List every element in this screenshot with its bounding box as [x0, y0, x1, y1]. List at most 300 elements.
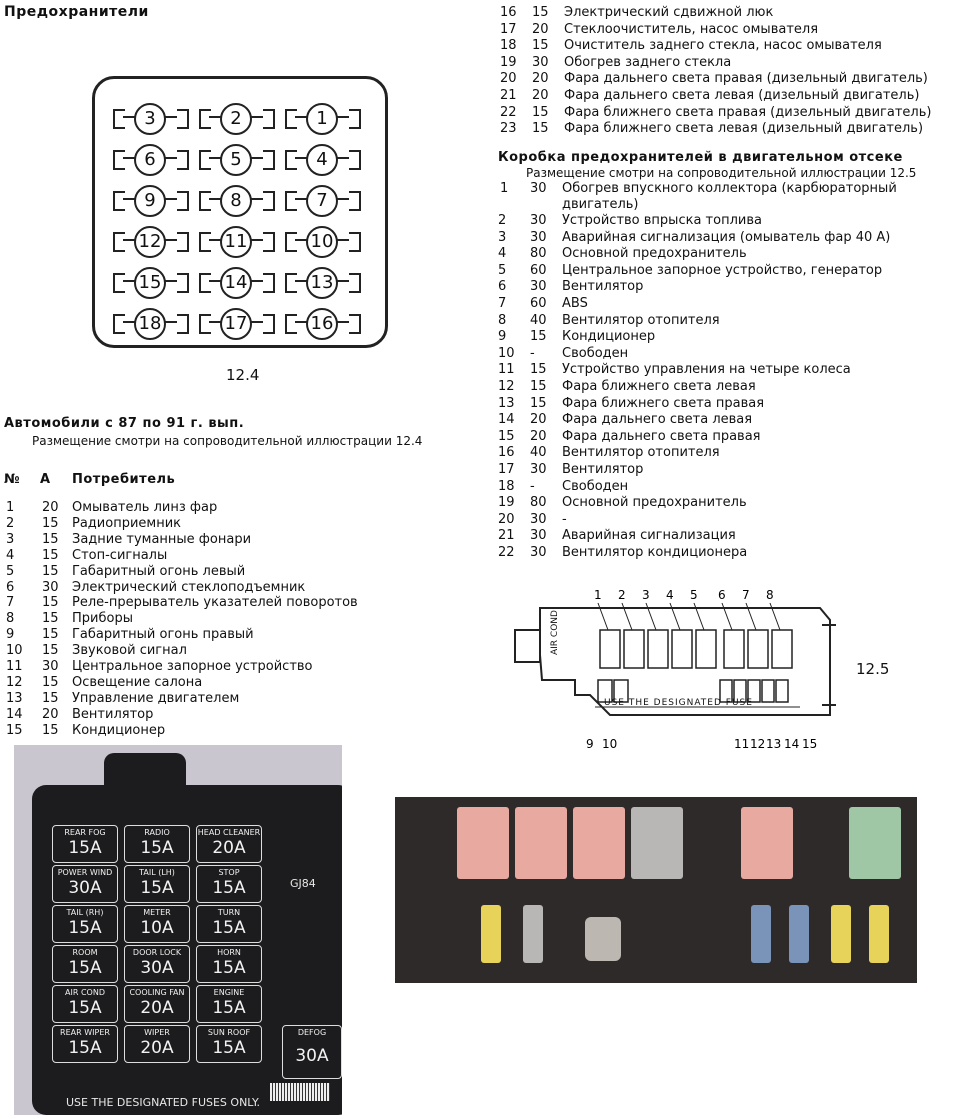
mini-fuse [869, 905, 889, 963]
fuse-consumer: Стеклоочиститель, насос омывателя [564, 21, 819, 37]
fuse-lead [250, 280, 263, 282]
fuse-amperage: 30 [530, 511, 547, 527]
maxi-fuse [573, 807, 625, 879]
diagram-fuse-number: 13 [766, 737, 782, 751]
fuse-amperage: 20 [532, 21, 549, 37]
fuse-amperage: 15 [532, 5, 549, 20]
lid-fuse-amp: 20A [212, 838, 246, 858]
fuse-number: 1 [6, 500, 15, 515]
fuse-number-circle: 6 [134, 144, 166, 176]
lid-fuse-label [124, 1025, 190, 1063]
fuse-lead [164, 280, 177, 282]
fuse-bracket-left [285, 150, 297, 170]
fuse-amperage: 15 [530, 379, 547, 394]
fuse-bracket-left [285, 314, 297, 334]
fuse-number: 17 [500, 21, 517, 37]
maxi-fuse [515, 807, 567, 879]
fuse-consumer: Управление двигателем [72, 690, 240, 706]
fuse-number-circle: 4 [306, 144, 338, 176]
lid-fuse-label [52, 905, 118, 943]
fuse-consumer: Фара дальнего света правая [562, 428, 761, 444]
fuse-slot [111, 267, 191, 297]
lid-fuse-label [196, 825, 262, 863]
lid-bottom-notice: USE THE DESIGNATED FUSES ONLY. [66, 1096, 260, 1109]
fuse-consumer: Реле-прерыватель указателей поворотов [72, 595, 358, 611]
fuse-amperage: 15 [530, 362, 547, 378]
fuse-lid-photo [14, 745, 342, 1115]
fuse-number-circle: 13 [306, 267, 338, 299]
lid-fuse-name: SUN ROOF [207, 1028, 251, 1037]
fuse-number: 15 [6, 722, 23, 738]
fuse-bracket-left [199, 150, 211, 170]
diagram-fuse-number: 14 [784, 737, 800, 751]
fuse-slot [283, 308, 363, 338]
fuse-number: 20 [498, 511, 515, 527]
lid-fuse-amp: 15A [140, 838, 174, 858]
fuse-amperage: 40 [530, 445, 547, 461]
lid-fuse-label [52, 825, 118, 863]
fuse-consumer: Вентилятор [562, 462, 644, 477]
diagram-fuse [724, 630, 744, 668]
lid-fuse-name: DEFOG [297, 1028, 327, 1037]
fuse-bracket-right [177, 314, 189, 334]
fuse-number: 16 [500, 5, 517, 20]
fuse-number: 5 [498, 262, 507, 278]
fuse-amperage: 40 [530, 312, 547, 328]
fuse-bracket-right [349, 232, 361, 252]
fuse-consumer: - [562, 511, 567, 527]
fuse-number: 10 [498, 345, 515, 361]
fuse-amperage: 30 [530, 462, 547, 477]
fuse-amperage: 80 [530, 246, 547, 262]
fuse-bracket-right [263, 150, 275, 170]
lid-fuse-name: ENGINE [213, 988, 245, 997]
fuse-amperage: 20 [532, 71, 549, 87]
fuse-consumer-continuation: двигатель) [562, 197, 639, 212]
fuse-slot [111, 308, 191, 338]
fuse-bracket-right [263, 109, 275, 129]
lid-fuse-amp: 15A [68, 918, 102, 938]
fuse-bracket-right [177, 150, 189, 170]
diagram-fuse-number: 7 [742, 588, 750, 602]
engine-box-subtitle: Размещение смотри на сопроводительной иллюстрации 12.5 [526, 166, 917, 180]
fuse-consumer: Обогрев впускного коллектора (карбюраторный [562, 181, 897, 196]
fuse-number: 3 [498, 229, 507, 245]
fuse-consumer: ABS [562, 296, 588, 311]
fuse-bracket-left [285, 273, 297, 293]
fuse-amperage: 15 [532, 38, 549, 54]
fuse-consumer: Радиоприемник [72, 515, 182, 531]
fuse-number: 10 [6, 643, 23, 659]
lid-fuse-amp: 20A [140, 998, 174, 1018]
diagram-fuse [600, 630, 620, 668]
fuse-number: 22 [498, 545, 515, 560]
fuse-amperage: 20 [42, 706, 59, 722]
fuse-consumer: Фара дальнего света левая [562, 412, 753, 428]
lid-fuse-name: STOP [218, 868, 240, 877]
fuse-amperage: 30 [42, 659, 59, 674]
cars-section-title: Автомобили с 87 по 91 г. вып. [4, 416, 245, 431]
fuse-amperage: 30 [42, 579, 59, 595]
fuse-lead [336, 280, 349, 282]
diagram-fuse-number: 12 [750, 737, 766, 751]
fuse-bracket-right [349, 273, 361, 293]
lid-fuse-amp: 15A [68, 1038, 102, 1058]
fuse-amperage: 15 [42, 515, 59, 531]
fuse-consumer: Вентилятор отопителя [562, 312, 720, 328]
fuse-number-circle: 11 [220, 226, 252, 258]
fuse-lead [336, 157, 349, 159]
fuse-number-circle: 10 [306, 226, 338, 258]
fuse-consumer: Устройство управления на четыре колеса [562, 362, 851, 378]
fuse-number-circle: 12 [134, 226, 166, 258]
mini-fuse [523, 905, 543, 963]
fuse-consumer: Приборы [72, 611, 133, 627]
fuse-number: 13 [6, 690, 23, 706]
fuse-number: 13 [498, 395, 515, 411]
fuse-amperage: 15 [42, 563, 59, 579]
engine-box-title: Коробка предохранителей в двигательном отсеке [498, 150, 903, 165]
lid-fuse-amp: 15A [68, 998, 102, 1018]
diagram-fuse-number: 1 [594, 588, 602, 602]
fuse-number: 12 [6, 674, 23, 690]
fuse-lead [336, 239, 349, 241]
diagram-fuse-number: 8 [766, 588, 774, 602]
fuse-consumer: Фара ближнего света левая [562, 379, 756, 394]
fuse-bracket-right [349, 191, 361, 211]
diagram-fuse [772, 630, 792, 668]
lid-fuse-label [52, 985, 118, 1023]
fuse-bracket-left [199, 273, 211, 293]
fuse-bracket-right [349, 314, 361, 334]
fuse-amperage: 20 [42, 500, 59, 515]
lid-fuse-label [124, 905, 190, 943]
fuse-bracket-left [113, 273, 125, 293]
fuse-number: 8 [498, 312, 507, 328]
lid-fuse-defog [282, 1025, 342, 1079]
fuse-bracket-right [177, 109, 189, 129]
fuse-lid [32, 785, 342, 1115]
fuse-bracket-left [199, 109, 211, 129]
diagram-fuse [672, 630, 692, 668]
fuse-bracket-left [285, 232, 297, 252]
fuse-lead [164, 321, 177, 323]
fuse-consumer: Обогрев заднего стекла [564, 54, 732, 70]
fuse-amperage: 15 [42, 643, 59, 659]
fuse-number-circle: 16 [306, 308, 338, 340]
lid-fuse-name: REAR FOG [64, 828, 106, 837]
lid-fuse-amp: 15A [68, 958, 102, 978]
lid-fuse-name: HEAD CLEANER [197, 828, 261, 837]
fuse-number: 11 [498, 362, 515, 378]
lid-fuse-amp: 15A [212, 918, 246, 938]
lid-fuse-label [124, 985, 190, 1023]
fuse-number: 14 [498, 412, 515, 428]
fuse-consumer: Вентилятор кондиционера [562, 545, 748, 560]
fuse-amperage: 20 [530, 412, 547, 428]
fuses-section-title: Предохранители [4, 4, 149, 20]
fuse-number-circle: 3 [134, 103, 166, 135]
diagram-fuse [776, 680, 788, 702]
fuse-consumer: Вентилятор [72, 706, 154, 722]
fuse-number: 12 [498, 379, 515, 394]
fuse-consumer: Вентилятор [562, 279, 644, 295]
fuse-number: 6 [498, 279, 507, 295]
lid-fuse-name: HORN [217, 948, 241, 957]
fuse-number: 20 [500, 71, 517, 87]
fuse-number: 23 [500, 121, 517, 137]
lid-fuse-name: METER [143, 908, 171, 917]
fuse-consumer: Аварийная сигнализация (омыватель фар 40 А) [562, 229, 891, 245]
fuse-number: 3 [6, 531, 15, 547]
diagram-fuse-number: 5 [690, 588, 698, 602]
fuse-consumer: Свободен [562, 345, 629, 361]
fuse-consumer: Аварийная сигнализация [562, 528, 736, 544]
fuse-number-circle: 8 [220, 185, 252, 217]
fuse-bracket-left [199, 314, 211, 334]
diagram-fuse-number: 4 [666, 588, 674, 602]
fuse-consumer: Центральное запорное устройство, генератор [562, 262, 883, 278]
fuse-consumer: Кондиционер [562, 329, 656, 345]
fuse-consumer: Стоп-сигналы [72, 547, 168, 563]
fuse-number: 2 [498, 213, 507, 228]
fuse-bracket-left [113, 314, 125, 334]
fuse-number: 19 [500, 54, 517, 70]
lid-fuse-amp: 15A [140, 878, 174, 898]
fuse-slot [197, 267, 277, 297]
lid-fuse-label [52, 865, 118, 903]
fuse-bracket-right [349, 150, 361, 170]
fuse-bracket-right [263, 314, 275, 334]
fuse-lead [164, 116, 177, 118]
fuse-number-circle: 18 [134, 308, 166, 340]
maxi-fuse [631, 807, 683, 879]
fuse-number-circle: 2 [220, 103, 252, 135]
fuse-amperage: 15 [42, 531, 59, 547]
fuse-number: 2 [6, 515, 15, 531]
diagram-fuse-number: 11 [734, 737, 750, 751]
fuse-lead [250, 157, 263, 159]
fuse-amperage: 15 [42, 722, 59, 738]
fuse-consumer: Основной предохранитель [562, 246, 747, 262]
fuse-consumer: Омыватель линз фар [72, 500, 218, 515]
fuse-bracket-right [177, 232, 189, 252]
lid-fuse-name: WIPER [144, 1028, 170, 1037]
fuse-amperage: 20 [532, 88, 549, 103]
fuse-consumer: Звуковой сигнал [72, 643, 187, 659]
fuse-consumer: Устройство впрыска топлива [562, 213, 762, 228]
fuse-bracket-left [285, 109, 297, 129]
fuse-box-diagram-12-5 [500, 585, 840, 755]
fuse-slot [197, 226, 277, 256]
fuse-number: 22 [500, 104, 517, 120]
diagram-fuse-number: 10 [602, 737, 618, 751]
maxi-fuse [849, 807, 901, 879]
mini-fuse [789, 905, 809, 963]
maxi-fuse [741, 807, 793, 879]
fuse-lead [164, 157, 177, 159]
fuse-bracket-right [177, 191, 189, 211]
fuse-consumer: Вентилятор отопителя [562, 445, 720, 461]
mini-fuse [751, 905, 771, 963]
fuse-consumer: Кондиционер [72, 722, 166, 738]
lid-fuse-name: TAIL (RH) [66, 908, 104, 917]
fuse-number: 1 [500, 181, 509, 196]
fuse-number: 5 [6, 563, 15, 579]
diagram-fuse [762, 680, 774, 702]
fuse-amperage: 15 [530, 395, 547, 411]
fuse-number: 21 [498, 528, 515, 544]
fuse-bracket-left [113, 232, 125, 252]
lid-fuse-name: AIR COND [65, 988, 105, 997]
bolt-terminal [585, 917, 621, 961]
diagram-fuse-number: 6 [718, 588, 726, 602]
fuse-number: 18 [500, 38, 517, 54]
lid-fuse-name: TURN [217, 908, 241, 917]
fuse-bracket-left [285, 191, 297, 211]
fuse-slot [283, 144, 363, 174]
lid-fuse-label [196, 865, 262, 903]
fuse-lead [336, 198, 349, 200]
lid-fuse-name: POWER WIND [57, 868, 113, 877]
fuse-lead [250, 116, 263, 118]
fuse-number-circle: 9 [134, 185, 166, 217]
fuse-number: 7 [6, 595, 15, 611]
lid-fuse-label [52, 945, 118, 983]
fuse-consumer: Основной предохранитель [562, 495, 747, 511]
fuse-consumer: Фара ближнего света правая (дизельный двигатель) [564, 104, 932, 120]
fuse-amperage: 15 [42, 547, 59, 563]
lid-fuse-name: RADIO [144, 828, 170, 837]
fuse-number: 4 [6, 547, 15, 563]
lid-code-label: GJ84 [290, 877, 316, 890]
fuse-number: 8 [6, 611, 15, 627]
fuse-consumer: Габаритный огонь правый [72, 627, 254, 643]
lid-fuse-label [196, 905, 262, 943]
lid-fuse-amp: 30A [140, 958, 174, 978]
fuse-number-circle: 1 [306, 103, 338, 135]
lid-fuse-label [124, 865, 190, 903]
cars-section-subtitle: Размещение смотри на сопроводительной иллюстрации 12.4 [32, 434, 423, 448]
fuse-slot [197, 185, 277, 215]
fuse-slot [197, 103, 277, 133]
fuse-amperage: 30 [532, 54, 549, 70]
fuse-consumer: Освещение салона [72, 674, 203, 690]
designated-fuse-strip-text: USE THE DESIGNATED FUSE [604, 698, 753, 708]
lid-fuse-name: COOLING FAN [129, 988, 185, 997]
fuse-number-circle: 7 [306, 185, 338, 217]
fuse-slot [197, 144, 277, 174]
fuse-lead [250, 321, 263, 323]
fuse-bracket-right [263, 191, 275, 211]
fuse-amperage: 80 [530, 495, 547, 511]
lid-fuse-name: REAR WIPER [60, 1028, 110, 1037]
diagram-fuse-number: 3 [642, 588, 650, 602]
table-row [500, 181, 958, 197]
fuse-number: 15 [498, 428, 515, 444]
fuse-consumer: Фара ближнего света правая [562, 395, 765, 411]
engine-bay-fuses-photo [395, 797, 917, 983]
lid-fuse-amp: 15A [212, 958, 246, 978]
fuse-number: 6 [6, 579, 15, 595]
fuse-slot [111, 185, 191, 215]
fuse-consumer: Габаритный огонь левый [72, 563, 246, 579]
air-cond-side-label: AIR COND [550, 610, 560, 655]
fuse-number-circle: 5 [220, 144, 252, 176]
fuse-number: 16 [498, 445, 515, 461]
fuse-consumer: Очиститель заднего стекла, насос омывателя [564, 38, 882, 54]
lid-fuse-name: ROOM [72, 948, 98, 957]
figure-label-12-4: 12.4 [226, 366, 260, 384]
fuse-slot [111, 103, 191, 133]
lid-fuse-amp: 15A [68, 838, 102, 858]
diagram-fuse-number: 15 [802, 737, 818, 751]
fuse-amperage: 30 [530, 181, 547, 196]
lid-fuse-name: DOOR LOCK [132, 948, 182, 957]
lid-fuse-label [52, 1025, 118, 1063]
fuse-bracket-left [199, 232, 211, 252]
fuse-amperage: 15 [42, 627, 59, 643]
figure-label-12-5: 12.5 [856, 660, 890, 678]
fuse-consumer: Фара дальнего света левая (дизельный двигатель) [564, 88, 920, 103]
fuse-number: 21 [500, 88, 517, 103]
fuse-consumer: Электрический стеклоподъемник [72, 579, 306, 595]
fuse-number: 18 [498, 478, 515, 494]
fuse-amperage: 15 [42, 690, 59, 706]
fuse-bracket-right [349, 109, 361, 129]
fuse-amperage: 15 [42, 611, 59, 627]
header-number: № [4, 472, 21, 487]
fuse-amperage: - [530, 478, 535, 494]
fuse-number: 9 [498, 329, 507, 345]
fuse-bracket-left [199, 191, 211, 211]
lid-fuse-name: TAIL (LH) [139, 868, 175, 877]
fuse-number: 19 [498, 495, 515, 511]
fuse-slot [283, 103, 363, 133]
fuse-amperage: 30 [530, 279, 547, 295]
fuse-bracket-right [263, 273, 275, 293]
fuse-amperage: 30 [530, 545, 547, 560]
lid-fuse-label [196, 1025, 262, 1063]
fuse-slot [283, 226, 363, 256]
lid-fuse-amp: 30A [68, 878, 102, 898]
fuse-consumer: Задние туманные фонари [72, 531, 252, 547]
fuse-amperage: 30 [530, 528, 547, 544]
fuse-amperage: 15 [42, 595, 59, 611]
fuse-lead [250, 198, 263, 200]
fuse-amperage: 15 [532, 104, 549, 120]
diagram-fuse [696, 630, 716, 668]
diagram-fuse-number: 2 [618, 588, 626, 602]
fuse-consumer: Фара ближнего света левая (дизельный двигатель) [564, 121, 924, 137]
fuse-number: 11 [6, 659, 23, 674]
fuse-amperage: 30 [530, 213, 547, 228]
fuse-consumer: Фара дальнего света правая (дизельный двигатель) [564, 71, 928, 87]
maxi-fuse [457, 807, 509, 879]
fuse-number: 4 [498, 246, 507, 262]
diagram-fuse [748, 630, 768, 668]
fuse-slot [283, 185, 363, 215]
fuse-number-circle: 17 [220, 308, 252, 340]
fuse-amperage: 60 [530, 262, 547, 278]
fuse-amperage: 15 [42, 674, 59, 690]
fuse-slot [111, 144, 191, 174]
fuse-consumer: Центральное запорное устройство [72, 659, 313, 674]
header-consumer: Потребитель [72, 472, 176, 487]
fuse-lead [336, 321, 349, 323]
lid-fuse-label [196, 945, 262, 983]
fuse-bracket-left [113, 109, 125, 129]
